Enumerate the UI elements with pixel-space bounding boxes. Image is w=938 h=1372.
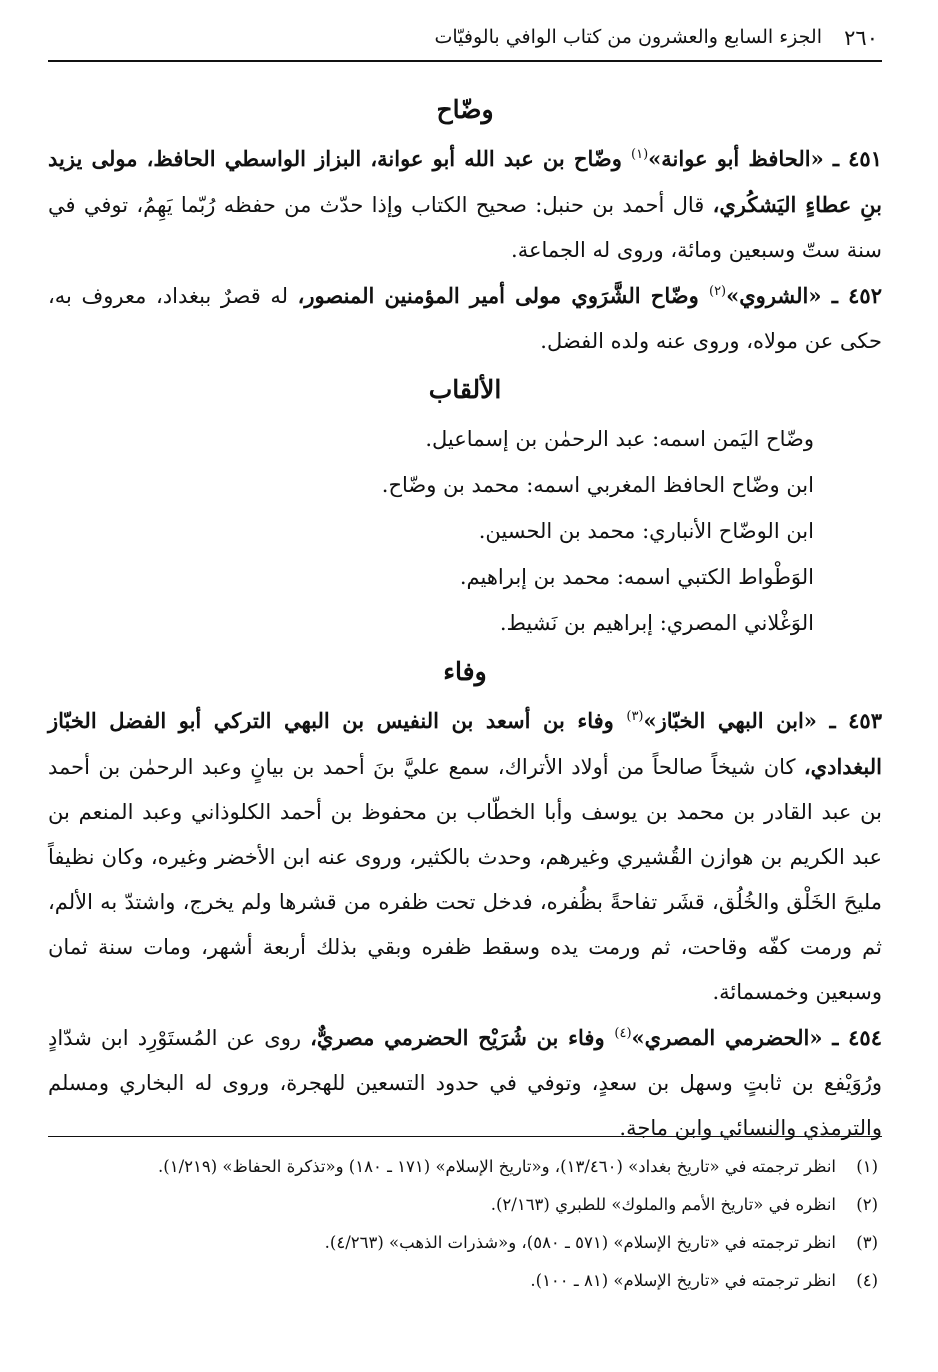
- section-heading-alqab: الألقاب: [428, 375, 502, 404]
- alqab-list: [48, 416, 882, 646]
- footnote-1: [48, 1148, 882, 1186]
- footnote-rule: [48, 1136, 882, 1137]
- footnote-text: انظره في «تاريخ الأمم والملوك» للطبري (٢/١٦٣).: [490, 1195, 836, 1214]
- running-head: الجزء السابع والعشرون من كتاب الوافي بالوفيّات: [434, 26, 822, 48]
- main-text: [48, 84, 882, 1151]
- entry-453: [48, 698, 882, 1015]
- footnote-ref-2[interactable]: (٢): [708, 284, 727, 299]
- entry-453-head: ٤٥٣ ـ «ابن البهي الخبّاز»: [643, 708, 882, 733]
- entry-451-name: وضّاح بن عبد الله أبو عوانة، البزاز الواسطي الحافظ، مولى يزيد بنِ عطاءٍ اليَشكُري،: [48, 146, 882, 217]
- footnote-ref-1[interactable]: (١): [631, 147, 649, 162]
- entry-452-name: وضّاح الشَّرَوي مولى أمير المؤمنين المنصور،: [297, 283, 709, 308]
- section-heading-waddah: وضّاح: [436, 95, 494, 124]
- footnote-4: [48, 1262, 882, 1300]
- entry-454-head: ٤٥٤ ـ «الحضرمي المصري»: [631, 1025, 882, 1050]
- entry-452-head: ٤٥٢ ـ «الشروي»: [726, 283, 882, 308]
- section-heading-wafa: وفاء: [443, 657, 487, 686]
- footnote-text: انظر ترجمته في «تاريخ الإسلام» (٨١ ـ ١٠٠).: [530, 1271, 836, 1290]
- alqab-item: الوَطْواط الكتبي اسمه: محمد بن إبراهيم.: [459, 565, 814, 589]
- alqab-item: الوَغْلاني المصري: إبراهيم بن نَشيط.: [499, 611, 814, 635]
- entry-452-text: له قصرٌ ببغداد، معروف به، حكى عن مولاه، وروى عنه ولده الفضل.: [48, 284, 882, 353]
- footnote-number: (٢): [856, 1195, 878, 1214]
- alqab-item: ابن الوضّاح الأنباري: محمد بن الحسين.: [478, 519, 814, 543]
- page-number: ٢٦٠: [844, 26, 878, 50]
- entry-452: [48, 273, 882, 364]
- entry-451-head: ٤٥١ ـ «الحافظ أبو عوانة»: [648, 146, 882, 171]
- footnote-number: (١): [856, 1157, 878, 1176]
- footnote-text: انظر ترجمته في «تاريخ بغداد» (١٣/٤٦٠)، و«تاريخ الإسلام» (١٧١ ـ ١٨٠) و«تذكرة الحفاظ» (١/٢١٩).: [158, 1157, 836, 1176]
- footnote-number: (٤): [856, 1271, 878, 1290]
- alqab-item: ابن وضّاح الحافظ المغربي اسمه: محمد بن وضّاح.: [381, 473, 814, 497]
- entry-451: [48, 136, 882, 273]
- entry-454-text: روى عن المُستَوْرِد ابن شدّادٍ ورُوَيْفع بن ثابتٍ وسهل بن سعدٍ، وتوفي في حدود التسعين للهجرة، وروى له البخاري ومسلم والترمذي والنسائي وابن ماجة.: [48, 1026, 882, 1140]
- entry-451-text: قال أحمد بن حنبل: صحيح الكتاب وإذا حدّث من حفظه رُبّما يَهِمُ، توفي في سنة ستّ وسبعين ومائة، وروى له الجماعة.: [48, 193, 882, 262]
- entry-453-name: وفاء بن أسعد بن النفيس بن البهي التركي أبو الفضل الخبّاز البغدادي،: [48, 708, 882, 779]
- entry-454-name: وفاء بن شُرَيْح الحضرمي مصريٌّ،: [310, 1025, 615, 1050]
- alqab-item: وضّاح اليَمن اسمه: عبد الرحمٰن بن إسماعيل.: [425, 427, 814, 451]
- footnote-number: (٣): [856, 1233, 878, 1252]
- entry-453-text: كان شيخاً صالحاً من أولاد الأتراك، سمع عليَّ بنَ أحمد بن بيانٍ وعبد الرحمٰن بن أحمد بن عبد القادر بن محمد بن يوسف وأبا الخطّاب بن محفوظ بن أحمد الكلوذاني وعبد المنعم بن عبد الكريم بن هوازن القُشيري وغيرهم، وحدث بالكثير، وروى عنه ابن الأخضر وغيره، وكان نظيفاً مليحَ الخَلْق والخُلُق، قشَر تفاحةً بظُفره، فدخل تحت ظفره من قشرها ولم يخرج، واشتدّ به الألم، ثم ورمت كفّه وقاحت، ثم ورمت يده وسقط ظفره وبقي بذلك أربعة أشهر، ومات سنة ثمان وسبعين وخمسمائة.: [48, 755, 882, 1004]
- footnote-ref-4[interactable]: (٤): [614, 1026, 632, 1041]
- footnote-3: [48, 1224, 882, 1262]
- footnote-2: [48, 1186, 882, 1224]
- footnote-text: انظر ترجمته في «تاريخ الإسلام» (٥٧١ ـ ٥٨٠)، و«شذرات الذهب» (٤/٢٦٣).: [324, 1233, 836, 1252]
- footnote-ref-3[interactable]: (٣): [626, 709, 644, 724]
- footnotes: [48, 1148, 882, 1300]
- entry-454: [48, 1015, 882, 1151]
